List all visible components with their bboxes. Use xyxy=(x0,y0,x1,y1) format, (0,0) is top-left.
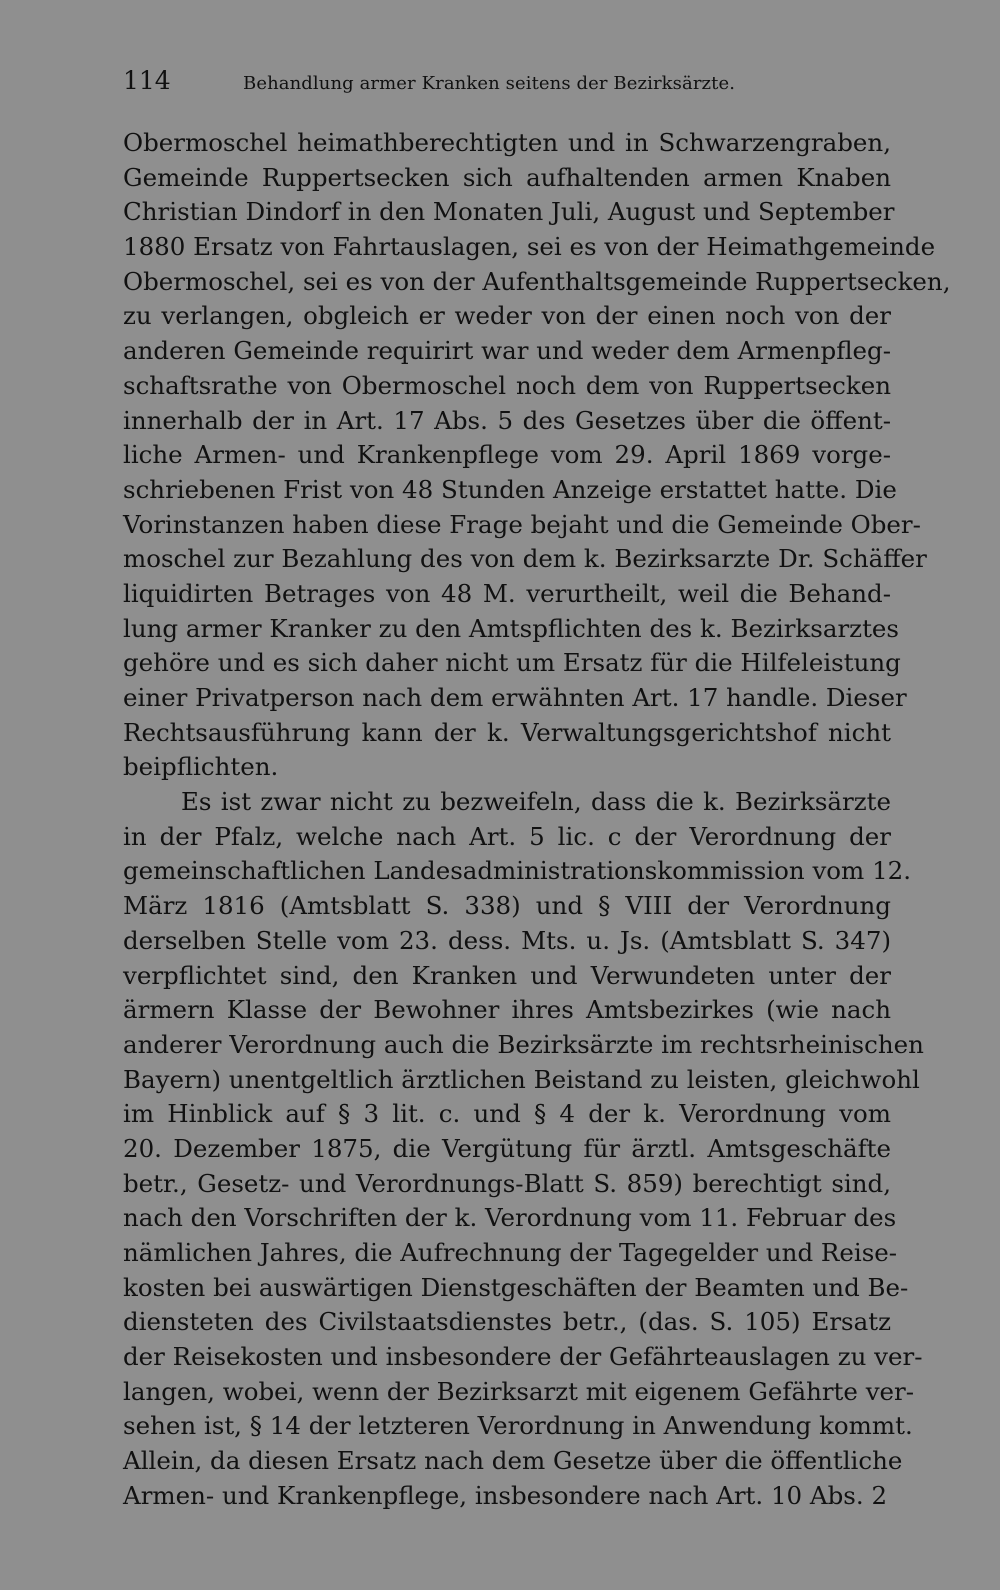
text-line: schaftsrathe von Obermoschel noch dem von Ruppertsecken xyxy=(123,370,891,400)
page-number: 114 xyxy=(123,66,171,95)
text-line: anderer Verordnung auch die Bezirksärzte im rechtsrheinischen xyxy=(123,1029,924,1059)
text-line: im Hinblick auf § 3 lit. c. und § 4 der k. Verordnung vom xyxy=(123,1099,891,1129)
text-line: kosten bei auswärtigen Dienstgeschäften der Beamten und Be- xyxy=(123,1272,909,1302)
text-line: einer Privatperson nach dem erwähnten Art. 17 handle. Dieser xyxy=(123,683,907,712)
document-page xyxy=(123,66,951,1514)
text-line: Es ist zwar nicht zu bezweifeln, dass die k. Bezirksärzte xyxy=(181,787,891,817)
text-line: betr., Gesetz- und Verordnungs-Blatt S. 859) berechtigt sind, xyxy=(123,1168,891,1198)
text-line: ärmern Klasse der Bewohner ihres Amtsbezirkes (wie nach xyxy=(123,995,891,1025)
text-line: in der Pfalz, welche nach Art. 5 lic. c der Verordnung der xyxy=(123,821,891,851)
text-line: langen, wobei, wenn der Bezirksarzt mit eigenem Gefährte ver- xyxy=(123,1376,915,1406)
text-line: Bayern) unentgeltlich ärztlichen Beistand zu leisten, gleichwohl xyxy=(123,1064,920,1094)
running-head: Behandlung armer Kranken seitens der Bezirksärzte. xyxy=(243,73,736,94)
text-line: anderen Gemeinde requirirt war und weder dem Armenpfleg- xyxy=(123,336,891,366)
text-line: derselben Stelle vom 23. dess. Mts. u. Js. (Amtsblatt S. 347) xyxy=(123,925,891,955)
text-line: der Reisekosten und insbesondere der Gefährteauslagen zu ver- xyxy=(123,1342,923,1372)
text-line: schriebenen Frist von 48 Stunden Anzeige erstattet hatte. Die xyxy=(123,474,897,504)
text-line: 20. Dezember 1875, die Vergütung für ärztl. Amtsgeschäfte xyxy=(123,1133,891,1163)
text-line: Rechtsausführung kann der k. Verwaltungsgerichtshof nicht xyxy=(123,717,891,747)
text-line: innerhalb der in Art. 17 Abs. 5 des Gesetzes über die öffent- xyxy=(123,405,891,435)
text-line: verpflichtet sind, den Kranken und Verwundeten unter der xyxy=(123,960,891,990)
paragraph xyxy=(123,126,951,785)
text-line: Gemeinde Ruppertsecken sich aufhaltenden armen Knaben xyxy=(123,162,891,192)
text-line: nach den Vorschriften der k. Verordnung vom 11. Februar des xyxy=(123,1203,897,1233)
text-line: moschel zur Bezahlung des von dem k. Bezirksarzte Dr. Schäffer xyxy=(123,544,927,574)
text-line: 1880 Ersatz von Fahrtauslagen, sei es von der Heimathgemeinde xyxy=(123,232,936,262)
text-line: Vorinstanzen haben diese Frage bejaht und die Gemeinde Ober- xyxy=(123,509,921,539)
paragraph xyxy=(123,785,924,1513)
text-line: Obermoschel, sei es von der Aufenthaltsgemeinde Ruppertsecken, xyxy=(123,266,951,296)
text-line: Allein, da diesen Ersatz nach dem Gesetze über die öffentliche xyxy=(123,1446,903,1476)
text-line: Obermoschel heimathberechtigten und in Schwarzengraben, xyxy=(123,128,891,157)
text-line: diensteten des Civilstaatsdienstes betr., (das. S. 105) Ersatz xyxy=(123,1307,891,1337)
page-header xyxy=(123,66,891,110)
body-text xyxy=(123,126,951,1514)
text-line: Armen- und Krankenpflege, insbesondere nach Art. 10 Abs. 2 xyxy=(123,1480,888,1510)
text-line: nämlichen Jahres, die Aufrechnung der Tagegelder und Reise- xyxy=(123,1238,898,1267)
text-line: liche Armen- und Krankenpflege vom 29. April 1869 vorge- xyxy=(123,440,891,470)
text-line: lung armer Kranker zu den Amtspflichten des k. Bezirksarztes xyxy=(123,613,899,643)
text-line: sehen ist, § 14 der letzteren Verordnung in Anwendung kommt. xyxy=(123,1411,913,1441)
text-line: Christian Dindorf in den Monaten Juli, August und September xyxy=(123,197,895,227)
text-line: zu verlangen, obgleich er weder von der einen noch von der xyxy=(123,301,891,331)
text-line: gehöre und es sich daher nicht um Ersatz für die Hilfeleistung xyxy=(123,648,901,678)
text-line: liquidirten Betrages von 48 M. verurtheilt, weil die Behand- xyxy=(123,578,891,608)
text-line: gemeinschaftlichen Landesadministrationskommission vom 12. xyxy=(123,856,912,886)
text-line: beipflichten. xyxy=(123,752,279,782)
text-line: März 1816 (Amtsblatt S. 338) und § VIII der Verordnung xyxy=(123,891,891,921)
